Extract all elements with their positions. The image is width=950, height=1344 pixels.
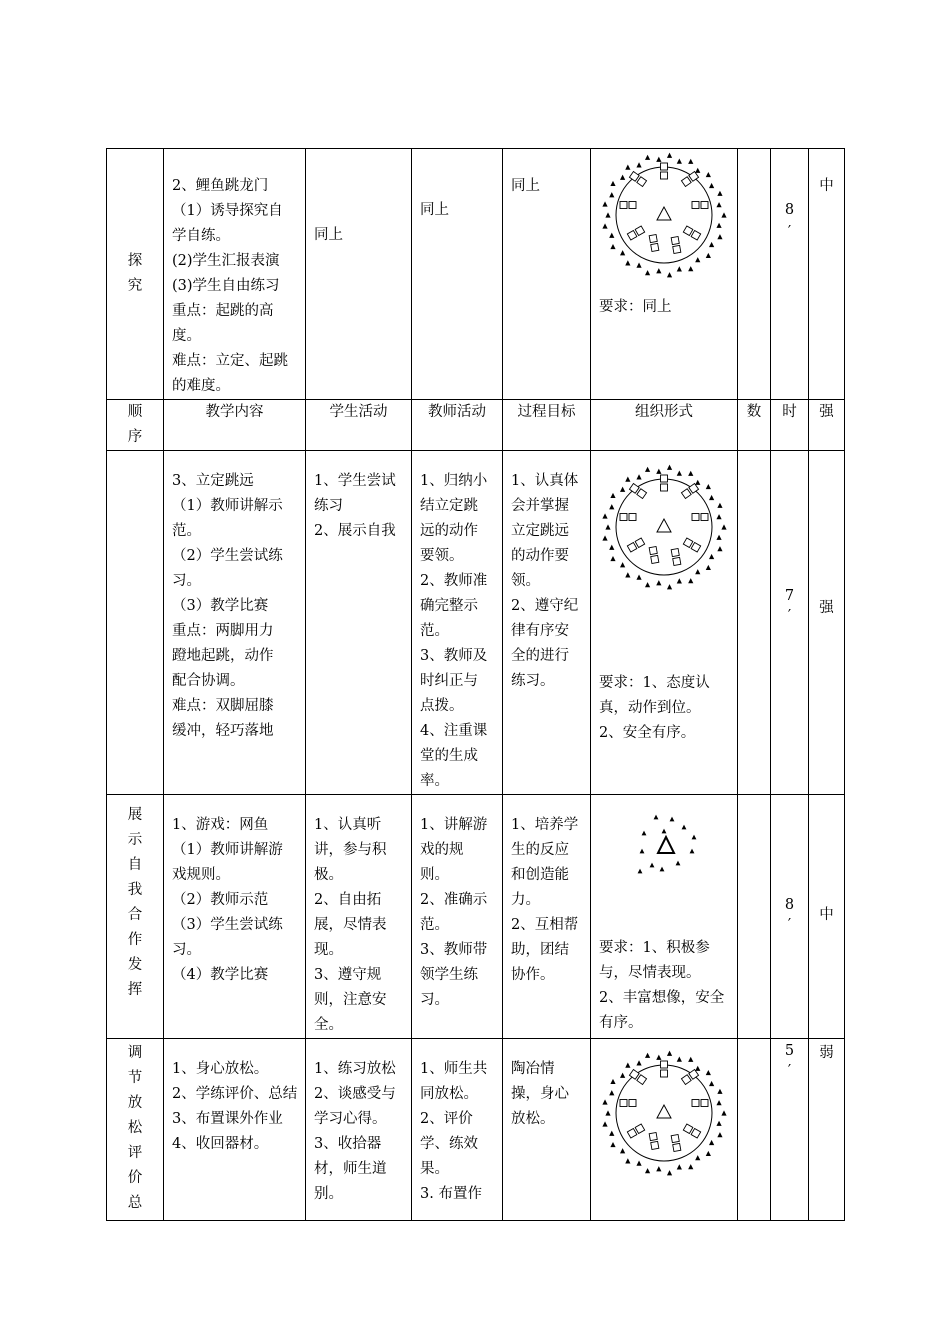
phase-char: 究	[127, 278, 143, 294]
goal-line: 同上	[511, 178, 540, 194]
goal-line: 1、培养学	[511, 817, 579, 833]
header-org: 组织形式	[591, 400, 738, 451]
circle-formation-icon	[591, 451, 737, 593]
student-line: 极。	[314, 867, 343, 883]
phase-char: 发	[127, 957, 143, 973]
goal-line: 2、互相帮	[511, 917, 579, 933]
time-cell	[771, 1039, 809, 1221]
org-req-line: 与，尽情表现。	[599, 965, 701, 981]
student-line: 1、练习放松	[314, 1061, 396, 1077]
time-unit: ′	[787, 1063, 792, 1079]
phase-cell	[107, 795, 164, 1039]
content-line: 1、游戏：网鱼	[172, 817, 269, 833]
phase-char: 作	[127, 932, 143, 948]
scatter-formation-icon	[591, 795, 737, 887]
teacher-line: 则。	[420, 867, 449, 883]
goal-line: 练习。	[511, 673, 555, 689]
header-order-char: 顺	[127, 404, 143, 420]
content-line: （1）诱导探究自	[172, 203, 283, 219]
teacher-cell	[412, 1039, 503, 1221]
content-line: （4）教学比赛	[172, 967, 269, 983]
teacher-line: 范。	[420, 917, 449, 933]
org-req-line: 真，动作到位。	[599, 700, 701, 716]
org-cell	[591, 795, 738, 1039]
content-line: 度。	[172, 328, 201, 344]
student-line: 讲，参与积	[314, 842, 387, 858]
teacher-line: 1、讲解游	[420, 817, 488, 833]
goal-cell	[503, 149, 591, 400]
student-cell	[306, 149, 412, 400]
time-value: 7	[784, 588, 795, 604]
phase-char: 节	[127, 1070, 143, 1086]
teacher-line: 领学生练	[420, 967, 478, 983]
teacher-line: 1、师生共	[420, 1061, 488, 1077]
teacher-line: 4、注重课	[420, 723, 488, 739]
row-game	[107, 795, 845, 1039]
student-line: 展，尽情表	[314, 917, 387, 933]
teacher-line: 3、教师带	[420, 942, 488, 958]
content-line: (3)学生自由练习	[172, 278, 280, 294]
student-line: 材，师生道	[314, 1161, 387, 1177]
time-cell	[771, 149, 809, 400]
student-line: 现。	[314, 942, 343, 958]
header-content: 教学内容	[164, 400, 306, 451]
phase-cell	[107, 1039, 164, 1221]
student-line: 则，注意安	[314, 992, 387, 1008]
goal-line: 领。	[511, 573, 540, 589]
header-student: 学生活动	[306, 400, 412, 451]
goal-line: 协作。	[511, 967, 555, 983]
count-cell	[738, 795, 771, 1039]
content-line: 1、身心放松。	[172, 1061, 269, 1077]
row-standing-jump	[107, 451, 845, 795]
content-cell	[164, 149, 306, 400]
org-req-line: 要求：同上	[599, 299, 672, 315]
phase-char: 总	[127, 1195, 143, 1211]
goal-line: 陶冶情	[511, 1061, 555, 1077]
student-line: 别。	[314, 1186, 343, 1202]
row-explore	[107, 149, 845, 400]
content-line: 难点：立定、起跳	[172, 353, 288, 369]
goal-line: 生的反应	[511, 842, 569, 858]
goal-line: 的动作要	[511, 548, 569, 564]
content-line: 重点：起跳的高	[172, 303, 274, 319]
teacher-line: 率。	[420, 773, 449, 789]
content-cell	[164, 451, 306, 795]
teacher-line: 3. 布置作	[420, 1186, 482, 1202]
student-cell	[306, 451, 412, 795]
time-value: 8	[784, 202, 795, 218]
phase-char: 调	[127, 1045, 143, 1061]
count-cell	[738, 149, 771, 400]
time-unit: ′	[787, 224, 792, 240]
goal-line: 律有序安	[511, 623, 569, 639]
content-line: 范。	[172, 523, 201, 539]
content-line: 3、立定跳远	[172, 473, 254, 489]
teacher-line: 学、练效	[420, 1136, 478, 1152]
content-line: （2）教师示范	[172, 892, 269, 908]
lesson-plan-table	[106, 148, 845, 1221]
intensity-cell	[809, 451, 845, 795]
teacher-line: 堂的生成	[420, 748, 478, 764]
phase-char: 合	[127, 907, 143, 923]
student-line: 2、展示自我	[314, 523, 396, 539]
time-unit: ′	[787, 917, 792, 933]
goal-line: 操，身心	[511, 1086, 569, 1102]
content-line: (2)学生汇报表演	[172, 253, 280, 269]
time-unit: ′	[787, 608, 792, 624]
content-line: （1）教师讲解游	[172, 842, 283, 858]
org-req-line: 要求：1、态度认	[599, 675, 710, 691]
goal-cell	[503, 795, 591, 1039]
teacher-line: 果。	[420, 1161, 449, 1177]
teacher-line: 习。	[420, 992, 449, 1008]
student-cell	[306, 1039, 412, 1221]
content-line: 重点：两脚用力	[172, 623, 274, 639]
goal-cell	[503, 1039, 591, 1221]
content-line: （1）教师讲解示	[172, 498, 283, 514]
row-relax	[107, 1039, 845, 1221]
teacher-line: 远的动作	[420, 523, 478, 539]
time-cell	[771, 451, 809, 795]
content-line: 习。	[172, 573, 201, 589]
phase-char: 放	[127, 1095, 143, 1111]
phase-char: 挥	[127, 982, 143, 998]
intensity-value: 中	[819, 178, 834, 194]
org-cell	[591, 149, 738, 400]
content-line: 蹬地起跳，动作	[172, 648, 274, 664]
teacher-cell	[412, 149, 503, 400]
phase-cell	[107, 149, 164, 400]
phase-char: 展	[127, 807, 143, 823]
intensity-value: 弱	[819, 1045, 834, 1061]
teacher-line: 同放松。	[420, 1086, 478, 1102]
teacher-line: 戏的规	[420, 842, 464, 858]
intensity-cell	[809, 1039, 845, 1221]
org-req-line: 2、安全有序。	[599, 725, 696, 741]
content-line: 难点：双脚屈膝	[172, 698, 274, 714]
time-value: 5	[784, 1043, 795, 1059]
teacher-line: 2、教师准	[420, 573, 488, 589]
content-cell	[164, 1039, 306, 1221]
goal-line: 力。	[511, 892, 540, 908]
org-cell	[591, 451, 738, 795]
org-req-line: 有序。	[599, 1015, 643, 1031]
content-line: 缓冲，轻巧落地	[172, 723, 274, 739]
teacher-line: 1、归纳小	[420, 473, 488, 489]
content-line: 戏规则。	[172, 867, 230, 883]
phase-char: 探	[127, 253, 143, 269]
count-cell	[738, 451, 771, 795]
teacher-line: 时纠正与	[420, 673, 478, 689]
goal-line: 1、认真体	[511, 473, 579, 489]
teacher-line: 3、教师及	[420, 648, 488, 664]
phase-char: 评	[127, 1145, 143, 1161]
content-line: （3）教学比赛	[172, 598, 269, 614]
phase-char: 我	[127, 882, 143, 898]
teacher-line: 确完整示	[420, 598, 478, 614]
org-req-line: 要求：1、积极参	[599, 940, 710, 956]
phase-char: 价	[127, 1170, 143, 1186]
time-value: 8	[784, 897, 795, 913]
header-goal: 过程目标	[503, 400, 591, 451]
content-line: （3）学生尝试练	[172, 917, 283, 933]
header-time: 时	[771, 400, 809, 451]
student-cell	[306, 795, 412, 1039]
teacher-cell	[412, 795, 503, 1039]
goal-line: 放松。	[511, 1111, 555, 1127]
teacher-line: 点拨。	[420, 698, 464, 714]
content-line: （2）学生尝试练	[172, 548, 283, 564]
header-order	[107, 400, 164, 451]
student-line: 3、收拾器	[314, 1136, 382, 1152]
header-order-char: 序	[127, 429, 143, 445]
phase-cell	[107, 451, 164, 795]
teacher-line: 同上	[420, 202, 449, 218]
teacher-line: 要领。	[420, 548, 464, 564]
circle-formation-icon	[591, 149, 737, 281]
phase-char: 松	[127, 1120, 143, 1136]
table-header	[107, 400, 845, 451]
goal-line: 全的进行	[511, 648, 569, 664]
goal-line: 助，团结	[511, 942, 569, 958]
intensity-value: 强	[819, 600, 834, 616]
intensity-value: 中	[819, 907, 834, 923]
student-line: 1、学生尝试	[314, 473, 396, 489]
content-line: 3、布置课外作业	[172, 1111, 283, 1127]
student-line: 2、自由拓	[314, 892, 382, 908]
student-line: 练习	[314, 498, 343, 514]
goal-line: 和创造能	[511, 867, 569, 883]
phase-char: 自	[127, 857, 143, 873]
content-line: 2、鲤鱼跳龙门	[172, 178, 269, 194]
header-teacher: 教师活动	[412, 400, 503, 451]
count-cell	[738, 1039, 771, 1221]
teacher-line: 结立定跳	[420, 498, 478, 514]
phase-char: 示	[127, 832, 143, 848]
student-line: 全。	[314, 1017, 343, 1033]
student-line: 学习心得。	[314, 1111, 387, 1127]
time-cell	[771, 795, 809, 1039]
content-line: 习。	[172, 942, 201, 958]
student-line: 2、谈感受与	[314, 1086, 396, 1102]
student-line: 3、遵守规	[314, 967, 382, 983]
org-cell	[591, 1039, 738, 1221]
content-line: 配合协调。	[172, 673, 245, 689]
goal-line: 立定跳远	[511, 523, 569, 539]
content-line: 2、学练评价、总结	[172, 1086, 298, 1102]
student-line: 同上	[314, 227, 343, 243]
goal-cell	[503, 451, 591, 795]
teacher-line: 2、准确示	[420, 892, 488, 908]
circle-formation-icon	[591, 1039, 737, 1179]
content-line: 4、收回器材。	[172, 1136, 269, 1152]
goal-line: 2、遵守纪	[511, 598, 579, 614]
teacher-cell	[412, 451, 503, 795]
header-intensity: 强	[809, 400, 845, 451]
org-req-line: 2、丰富想像，安全	[599, 990, 725, 1006]
goal-line: 会并掌握	[511, 498, 569, 514]
header-count: 数	[738, 400, 771, 451]
teacher-line: 2、评价	[420, 1111, 473, 1127]
intensity-cell	[809, 795, 845, 1039]
content-line: 学自练。	[172, 228, 230, 244]
teacher-line: 范。	[420, 623, 449, 639]
content-line: 的难度。	[172, 378, 230, 394]
intensity-cell	[809, 149, 845, 400]
student-line: 1、认真听	[314, 817, 382, 833]
content-cell	[164, 795, 306, 1039]
